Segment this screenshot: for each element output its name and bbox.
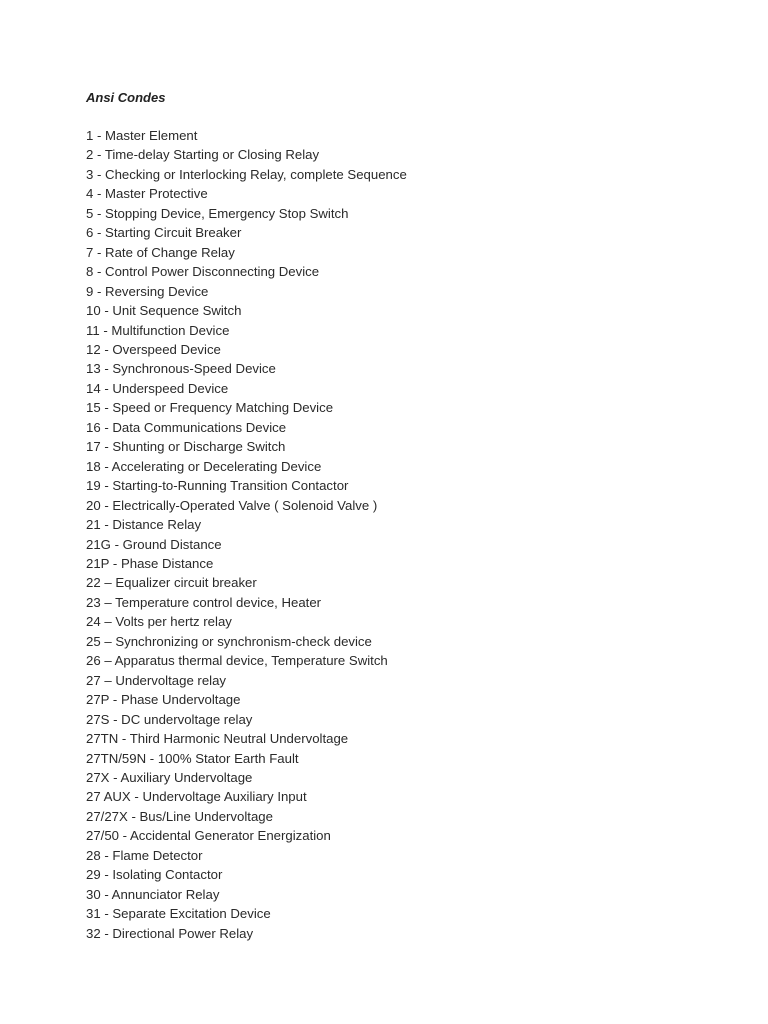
code-entry: 32 - Directional Power Relay bbox=[86, 925, 254, 941]
code-entry: 4 - Master Protective bbox=[86, 186, 208, 202]
code-entry: 28 - Flame Detector bbox=[86, 847, 203, 863]
code-entry: 14 - Underspeed Device bbox=[86, 380, 229, 396]
code-entry: 22 – Equalizer circuit breaker bbox=[86, 575, 257, 591]
code-entry: 17 - Shunting or Discharge Switch bbox=[86, 439, 286, 455]
code-list bbox=[86, 126, 746, 943]
code-entry: 26 – Apparatus thermal device, Temperature Switch bbox=[86, 653, 388, 669]
code-entry: 5 - Stopping Device, Emergency Stop Switch bbox=[86, 205, 349, 221]
code-entry: 7 - Rate of Change Relay bbox=[86, 244, 235, 260]
code-entry: 11 - Multifunction Device bbox=[86, 322, 230, 338]
document-title: Ansi Condes bbox=[86, 90, 166, 105]
code-entry: 27 AUX - Undervoltage Auxiliary Input bbox=[86, 789, 307, 805]
code-entry: 21P - Phase Distance bbox=[86, 555, 214, 571]
code-entry: 16 - Data Communications Device bbox=[86, 419, 287, 435]
code-entry: 25 – Synchronizing or synchronism-check device bbox=[86, 633, 372, 649]
code-entry: 27/50 - Accidental Generator Energization bbox=[86, 828, 331, 844]
document-page bbox=[86, 88, 746, 943]
code-entry: 9 - Reversing Device bbox=[86, 283, 209, 299]
code-entry: 15 - Speed or Frequency Matching Device bbox=[86, 400, 334, 416]
code-entry: 12 - Overspeed Device bbox=[86, 341, 221, 357]
code-entry: 21G - Ground Distance bbox=[86, 536, 222, 552]
code-entry: 2 - Time-delay Starting or Closing Relay bbox=[86, 147, 320, 163]
code-entry: 3 - Checking or Interlocking Relay, complete Sequence bbox=[86, 166, 407, 182]
code-entry: 27P - Phase Undervoltage bbox=[86, 692, 241, 708]
code-entry: 27/27X - Bus/Line Undervoltage bbox=[86, 808, 273, 824]
code-entry: 27TN/59N - 100% Stator Earth Fault bbox=[86, 750, 299, 766]
code-entry: 27TN - Third Harmonic Neutral Undervoltage bbox=[86, 731, 349, 747]
code-entry: 24 – Volts per hertz relay bbox=[86, 614, 232, 630]
code-entry: 8 - Control Power Disconnecting Device bbox=[86, 264, 320, 280]
code-entry: 23 – Temperature control device, Heater bbox=[86, 594, 322, 610]
code-entry: 30 - Annunciator Relay bbox=[86, 886, 220, 902]
code-entry: 27 – Undervoltage relay bbox=[86, 672, 227, 688]
code-entry: 29 - Isolating Contactor bbox=[86, 867, 223, 883]
code-entry: 1 - Master Element bbox=[86, 128, 198, 143]
code-entry: 19 - Starting-to-Running Transition Contactor bbox=[86, 478, 349, 494]
code-entry: 27X - Auxiliary Undervoltage bbox=[86, 769, 253, 785]
code-entry: 18 - Accelerating or Decelerating Device bbox=[86, 458, 322, 474]
code-entry: 27S - DC undervoltage relay bbox=[86, 711, 253, 727]
code-entry: 10 - Unit Sequence Switch bbox=[86, 303, 242, 319]
code-entry: 21 - Distance Relay bbox=[86, 517, 202, 533]
code-entry: 31 - Separate Excitation Device bbox=[86, 906, 271, 922]
code-entry: 13 - Synchronous-Speed Device bbox=[86, 361, 276, 377]
code-entry: 6 - Starting Circuit Breaker bbox=[86, 225, 242, 241]
code-entry: 20 - Electrically-Operated Valve ( Solenoid Valve ) bbox=[86, 497, 378, 513]
